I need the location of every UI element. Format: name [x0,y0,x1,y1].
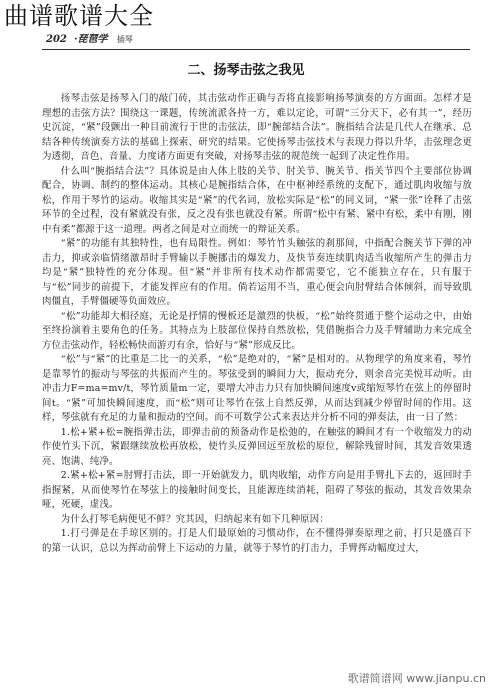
running-head [46,34,133,46]
paragraph: 为什么打琴毛病便见不鲜？究其因，归纳起来有如下几种原因： [60,513,329,525]
book-title: ·琵琶学 [74,34,108,45]
paragraph: “松”功能却大相径庭，无论是抒情的慢板还是激烈的快板，“松”始终贯通于整个运动之中，由始至终扮演着主要角色的任务。其特点为上肢部位保持自然放松，凭借腕指合力及手臂辅助力来完成全方位击弦动作，轻松畅快而游刃有余，恰好与“紧”形成反比。 [42,310,472,351]
paragraph: 扬琴击弦是扬琴入门的敲门砖，其击弦动作正确与否将直接影响扬琴演奏的方方面面。怎样才是理想的击弦方法？围绕这一课题，传统流派各持一方，难以定论，可谓“三分天下，必有其一”，经历史沉淀，“紧”段颤出一种目前流行于世的击弦法，即“腕部结合法”。腕指结合法是几代人在继承、总结各种传统演奏方法的基础上探索、研究的结果。它使扬琴击弦技术与表现力得以升华，击弦理念更为透彻，音色、音量、力度诸方面更有突破，对扬琴击弦的规范统一起到了决定性作用。 [42,93,472,162]
paragraph: “紧”的功能有其独特性，也有局限性。例如：琴竹竹头触弦的刹那间，中指配合腕关节下弹的冲击力，抑或亲临情绪激昂时手臂输以手腕挪击的爆发力，及快节奏连续肌肉适当收缩所产生的弹击力均是“紧”独特性的充分体现。但“紧”并非所有技术动作都需要它，它不能独立存在，只有服于与“松”同步的前提下，才能发挥应有的作用。倘若运用不当，重心便会向肘臂结合体倾斜，而导致肌肉僵直，手臂僵硬等负面效应。 [42,238,472,307]
paragraph: “松”与“紧”的比重是二比一的关系，“松”是绝对的，“紧”是相对的。从物理学的角度来看，琴竹是靠琴竹的振动与琴弦的共振而产生的。琴弦受到的瞬间力大，振动充分，则余音完美悦耳动听。由冲击力F=ma=mv/t，琴竹质量m一定，要增大冲击力只有加快瞬间速度v或缩短琴竹在弦上的停留时间t。“紧”可加快瞬间速度，而“松”则可让琴竹在弦上自然反弹，从而达到减少停留时间的作用。这样，琴弦就有充足的力量和振动的空间。而不可数学公式来表达并分析不同的弹奏法，由一日了然： [42,354,472,423]
list-item: 2.紧+松+紧=肘臂打击法，即一开始就发力，肌肉收缩，动作方向是用手臂扎下去的，返回时手指握紧，从而使琴竹在琴弦上的接触时间变长，且能源连续消耗，阻碍了琴弦的振动，其发音效果杂哑，死硬，虚浅。 [42,470,472,510]
edition-label: 插琴 [116,35,133,44]
site-title: 曲谱歌谱大全 [4,2,154,30]
paragraph: 什么叫“腕指结合法”？具体说是由人体上肢的关节、肘关节、腕关节、指关节四个主要部位协调配合，协调、制约的整体运动。其核心是腕指结合体，在中枢神经系统的支配下，通过肌肉收缩与放松，作用于琴竹的运动。收缩其实是“紧”的代名词，放松实际是“松”的同义词，“紧一张”诠释了击弦环节的全过程，没有紧就没有张，反之没有张也就没有紧。所谓“松中有紧、紧中有松，柔中有刚，刚中有柔”都源于这一道理。两者之间是对立而统一的辩证关系。 [42,165,472,235]
body-text [42,92,472,556]
watermark: 歌谱简谱网 www.jianpu.cn [347,672,486,685]
section-title: 二、扬琴击弦之我见 [187,63,305,78]
page-number: 202 [46,34,67,45]
list-item: 1.打弓弹是在手琼区别的。打是人们最原始的习惯动作，在不懂得弹奏原理之前，打只是盛百下的第一认识，总以为挥动前臂上下运动的力量，就等于琴竹的打击力，手臂挥动幅度过大， [42,528,472,554]
list-item: 1.松+紧+松=腕指弹击法，即弹击前的预备动作是松弛的，在触弦的瞬间才有一个收缩发力的动作使竹头下沉，紧跟继续放松再放松，使竹头反弹回远至放松的原位，解除残留时间，其发音效果透亮、饱满、纯净。 [42,426,472,467]
header-rule [42,49,470,50]
